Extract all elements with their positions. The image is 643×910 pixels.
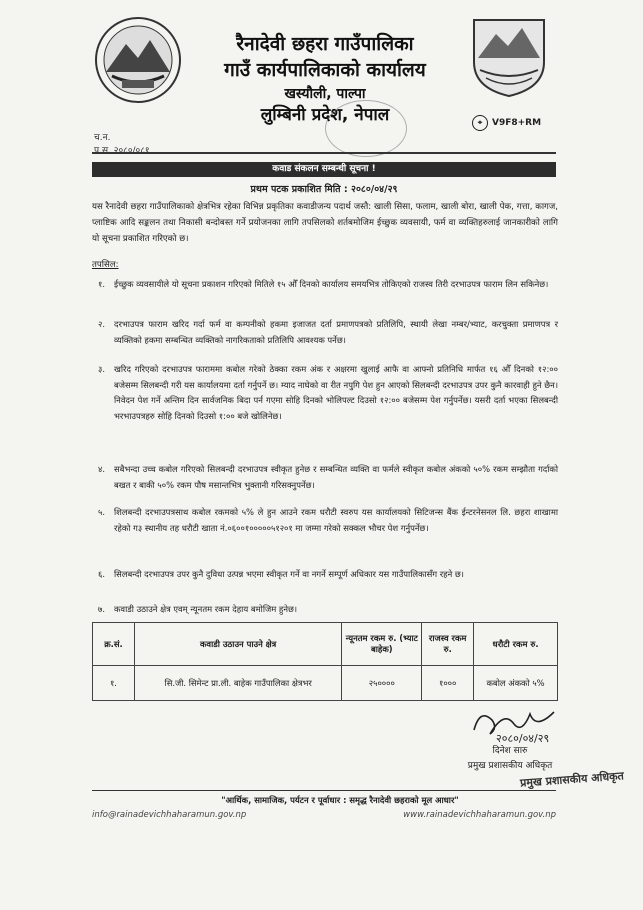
- item-text: दरभाउपत्र फाराम खरिद गर्दा फर्म वा कम्पनीको हकमा इजाजत दर्ता प्रमाणपत्रको प्रतिलिपि, स्थायी लेखा नम्बर/भ्याट, करचुक्ता प्रमाणपत्र र व्यक्तिको हकमा सम्बन्धित व्यक्तिको नागरिकताको प्रतिलिपि आवश्यक पर्नेछ।: [114, 319, 558, 345]
- item-number: ७.: [98, 604, 106, 614]
- item-text: सिलबन्दी दरभाउपत्र उपर कुनै दुविधा उत्पन्न भएमा स्वीकृत गर्ने वा नगर्ने सम्पूर्ण अधिकार यस गाउँपालिकासँग रहने छ।: [114, 569, 464, 579]
- header-divider: [92, 152, 556, 154]
- cell-minimum-amount: २५००००: [342, 666, 422, 701]
- conditions-heading: तपसिल:: [92, 260, 119, 270]
- table-row: [93, 666, 558, 701]
- office-stamp: [325, 100, 407, 157]
- collection-area-table: [92, 622, 558, 701]
- col-revenue: राजस्व रकम रु.: [422, 623, 474, 666]
- signatory-block: [450, 744, 570, 774]
- location-plus-code: [472, 115, 541, 131]
- signatory-title: प्रमुख प्रशासकीय अधिकृत: [467, 761, 553, 771]
- notice-intro: यस रैनादेवी छहरा गाउँपालिकाको क्षेत्रभित्र रहेका विभिन्न प्रकृतिका कवाडीजन्य पदार्थ जस्तै: खाली सिसा, फलाम, खाली बोरा, खाली पेक, गत्ता, कागज, प्लाष्टिक आदि सङ्कलन तथा निकासी बन्दोबस्त गर्ने प्रयोजनका लागि तपसिलको शर्तबमोजिम ईच्छुक व्यवसायी, फर्म वा व्यक्तिहरुलाई जानकारीको लागि यो सूचना प्रकाशित गरिएको छ।: [92, 202, 558, 244]
- letter-number: प.स. २०८०/०८१: [94, 146, 150, 156]
- cell-deposit: कबोल अंकको ५%: [474, 666, 558, 701]
- cell-revenue: १०००: [422, 666, 474, 701]
- signature-date: २०८०/०४/२९: [496, 732, 550, 745]
- notice-title-banner: कवाड संकलन सम्बन्धी सूचना !: [92, 162, 556, 177]
- item-text: ईच्छुक व्यवसायीले यो सूचना प्रकाशन गरिएको मितिले १५ औँ दिनको कार्यालय समयभित्र तोकिएको राजस्व तिरी दरभाउपत्र फाराम लिन सकिनेछ।: [114, 279, 549, 289]
- col-serial: क्र.सं.: [93, 623, 135, 666]
- office-address: खस्यौली, पाल्पा: [284, 86, 366, 102]
- plus-code-text: V9F8+RM: [492, 118, 542, 128]
- item-number: ६.: [98, 569, 106, 579]
- signatory-name: दिनेश सारु: [492, 746, 528, 756]
- publication-date: प्रथम पटक प्रकाशित मिति : २०८०/०४/२९: [250, 184, 398, 195]
- cell-area: सि.जी. सिमेन्ट प्रा.ली. बाहेक गाउँपालिका क्षेत्रभर: [134, 666, 341, 701]
- nepal-emblem-icon: [92, 14, 184, 106]
- dispatch-number: च.न.: [94, 133, 111, 143]
- item-number: २.: [98, 319, 106, 329]
- footer-website[interactable]: www.rainadevichhaharamun.gov.np: [403, 810, 556, 820]
- office-name: गाउँ कार्यपालिकाको कार्यालय: [224, 59, 426, 81]
- item-text: कवाडी उठाउने क्षेत्र एवम् न्यूनतम रकम देहाय बमोजिम हुनेछ।: [114, 604, 298, 614]
- footer-slogan: "आर्थिक, सामाजिक, पर्यटन र पूर्वाधार : समृद्ध रैनादेवी छहराको मूल आधार": [221, 795, 459, 805]
- item-number: ४.: [98, 464, 106, 474]
- location-pin-icon: ⌖: [472, 115, 488, 131]
- municipality-logo-icon: [470, 14, 548, 98]
- province-country: लुम्बिनी प्रदेश, नेपाल: [260, 105, 390, 125]
- reference-numbers: [94, 132, 150, 158]
- handwritten-signature: [470, 700, 560, 745]
- signatory-stamp: प्रमुख प्रशासकीय अधिकृत: [519, 769, 625, 790]
- item-text: सबैभन्दा उच्च कबोल गरिएको सिलबन्दी दरभाउपत्र स्वीकृत हुनेछ र सम्बन्धित व्यक्ति वा फर्मले स्वीकृत कबोल अंकको ५०% रकम सम्झौता गर्दाको बखत र बाकी ५०% रकम पौष मसान्तभित्र भुक्तानी गरिसक्नुपर्नेछ।: [114, 464, 558, 490]
- table-header-row: [93, 623, 558, 666]
- item-text: खरिद गरिएको दरभाउपत्र फाराममा कबोल गरेको ठेक्का रकम अंक र अक्षरमा खुलाई आफै वा आफ्नो प्रतिनिधि मार्फत १६ औँ दिनको १२:०० बजेसम्म सिलबन्दी गरी यस कार्यालयमा दर्ता गर्नुपर्ने छ। म्याद नाघेको वा रीत नपुगि पेश हुन आएको सिलबन्दी दरभाउपत्र उपर कुनै कारवाही हुने छैन। निवेदन पेश गर्ने अन्तिम दिन सार्वजनिक बिदा पर्न गएमा सोहि दिनको भोलिपल्ट दिउसो १२:०० बजेसम्म पेश गर्नुपर्नेछ। यसरी दर्ता भएका सिलबन्दी भरभाउपत्रहरु सोहि दिनको दिउसो १:०० बजे खोलिनेछ।: [114, 364, 558, 421]
- footer-email[interactable]: info@rainadevichhaharamun.gov.np: [92, 810, 247, 820]
- item-text: शिलबन्दी दरभाउपत्रसाथ कबोल रकमको ५% ले हुन आउने रकम धरौटी स्वरुप यस कार्यालयको सिटिजन्स बैंक ईन्टरनेसनल लि. छहरा शाखामा रहेको ग३ स्थानीय तह धरौटी खाता नं.०६००१०००००५१२०१ मा जम्मा गरेको सक्कल भौचर पेश गर्नुपर्नेछ।: [114, 507, 558, 533]
- item-number: ३.: [98, 364, 106, 374]
- col-area: कवाडी उठाउन पाउने क्षेत्र: [134, 623, 341, 666]
- col-minimum-amount: न्यूनतम रकम रु. (भ्याट बाहेक): [342, 623, 422, 666]
- municipality-name: रैनादेवी छहरा गाउँपालिका: [236, 33, 414, 55]
- footer-divider: [92, 790, 556, 791]
- col-deposit: धरौटी रकम रु.: [474, 623, 558, 666]
- cell-serial: १.: [93, 666, 135, 701]
- item-number: ५.: [98, 507, 106, 517]
- item-number: १.: [98, 279, 106, 289]
